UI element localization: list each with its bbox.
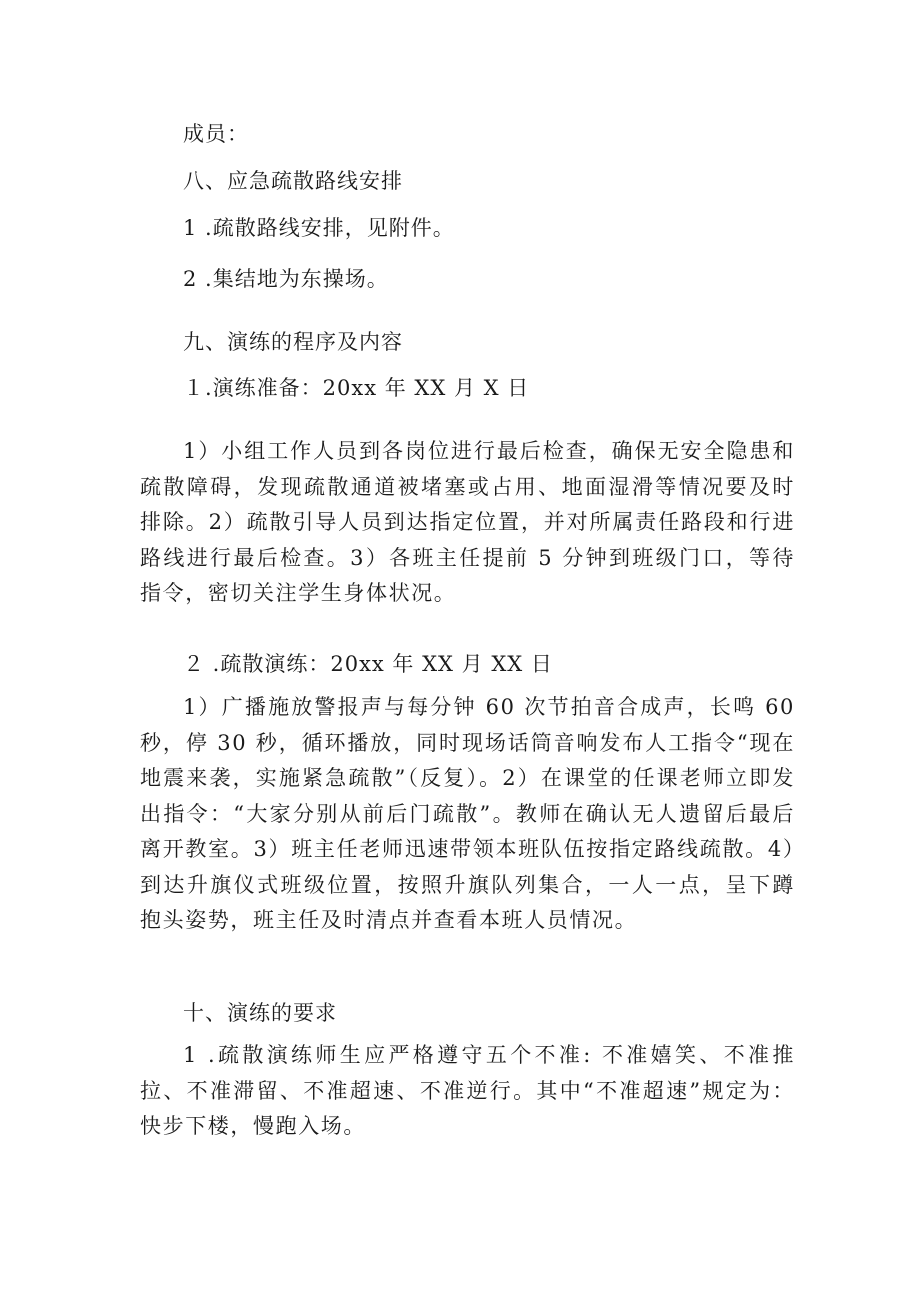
section10-item-1-body: 1 .疏散演练师生应严格遵守五个不准: 不准嬉笑、不准推拉、不准滞留、不准超速、不准逆行。其中“不准超速”规定为：快步下楼，慢跑入场。 xyxy=(140,1043,795,1138)
section10-heading: 十、演练的要求 xyxy=(183,1001,337,1025)
section8-item-2: 2 .集结地为东操场。 xyxy=(183,267,389,291)
members-label: 成员： xyxy=(183,122,249,146)
section9-step1-title: １.演练准备：20xx 年 XX 月 X 日 xyxy=(183,376,530,400)
section9-heading: 九、演练的程序及内容 xyxy=(183,330,403,354)
section9-step2-body: 1）广播施放警报声与每分钟 60 次节拍音合成声，长鸣 60 秒，停 30 秒，循环播放，同时现场话筒音响发布人工指令“现在地震来袭，实施紧急疏散”（反复）。2）在课堂的任课老师立即发出指令：“大家分别从前后门疏散”。教师在确认无人遗留后最后离开教室。3）班主任老师迅速带领本班队伍按指定路线疏散。4）到达升旗仪式班级位置，按照升旗队列集合，一人一点，呈下蹲抱头姿势，班主任及时清点并查看本班人员情况。 xyxy=(140,695,795,932)
section8-heading: 八、应急疏散路线安排 xyxy=(183,169,403,193)
section9-step1-body: 1）小组工作人员到各岗位进行最后检查，确保无安全隐患和疏散障碍，发现疏散通道被堵塞或占用、地面湿滑等情况要及时排除。2）疏散引导人员到达指定位置，并对所属责任路段和行进路线进行最后检查。3）各班主任提前 5 分钟到班级门口，等待指令，密切关注学生身体状况。 xyxy=(140,439,795,605)
section9-step2-title: ２ .疏散演练：20xx 年 XX 月 XX 日 xyxy=(183,652,553,676)
section8-item-1: 1 .疏散路线安排，见附件。 xyxy=(183,216,455,240)
